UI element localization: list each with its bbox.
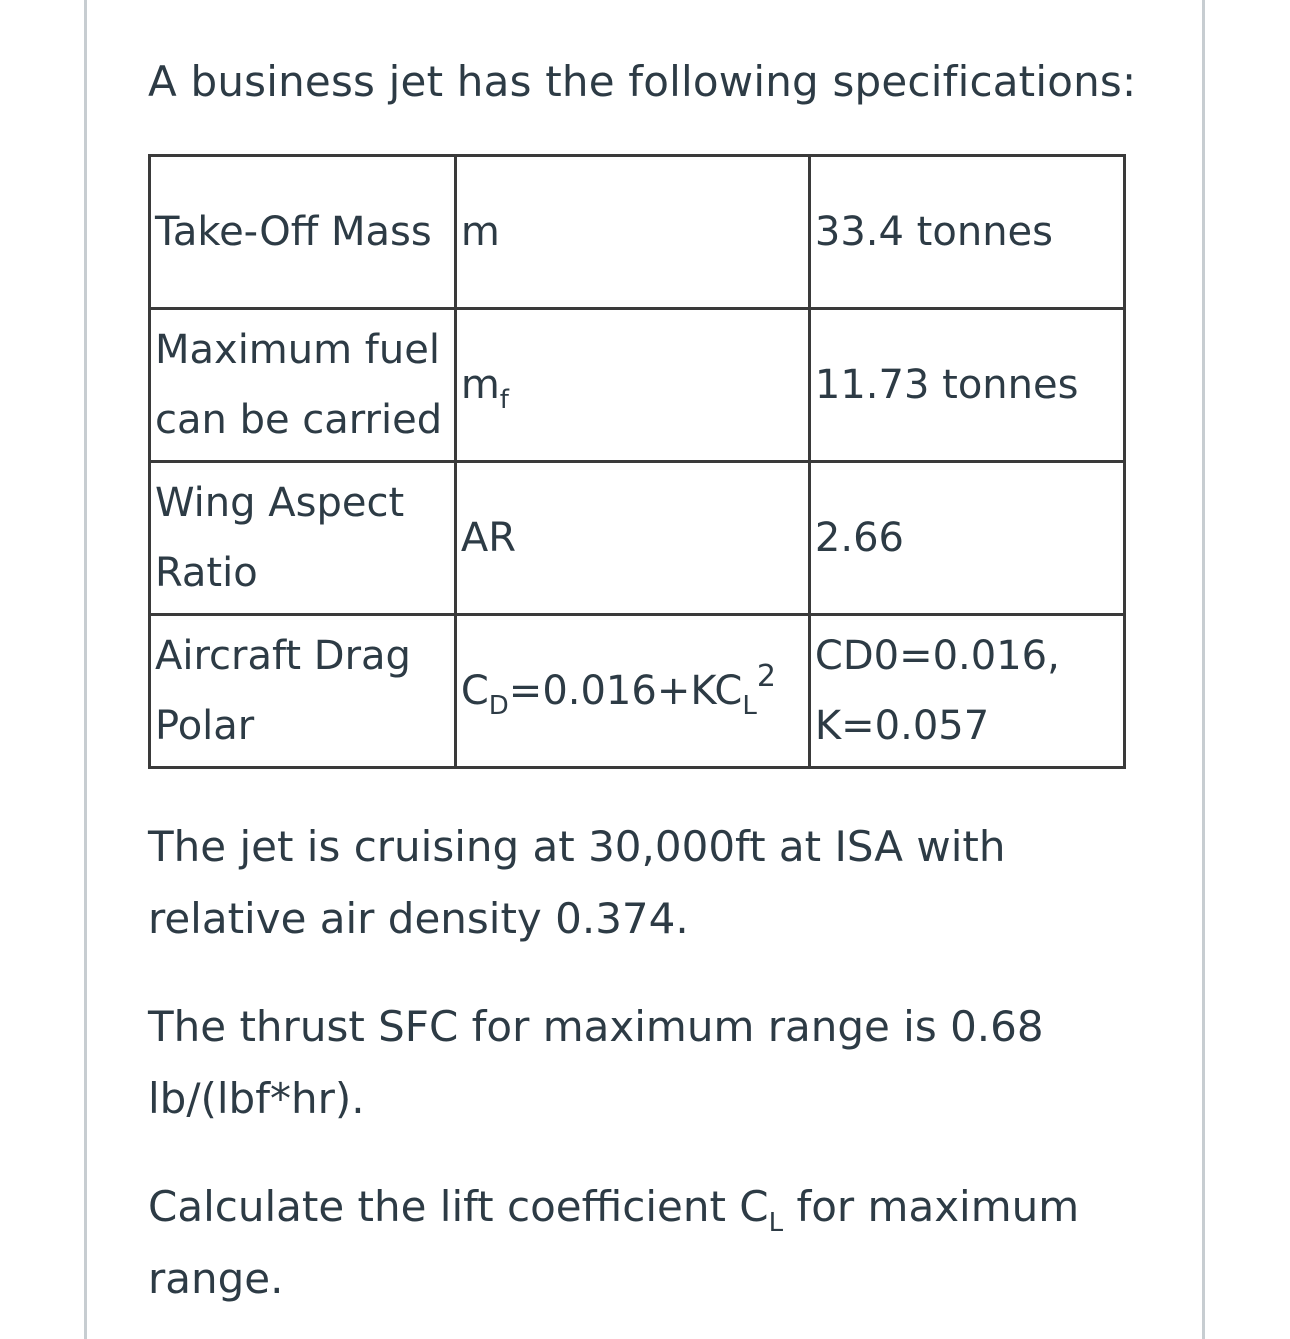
spec-symbol-cell: m	[455, 156, 809, 309]
spec-name-cell: Aircraft Drag Polar	[150, 615, 456, 768]
formula-sub-d: D	[488, 691, 509, 721]
question-content	[148, 46, 1148, 1315]
question-prompt	[148, 1171, 1108, 1315]
spec-name-cell: Maximum fuel can be carried	[150, 309, 456, 462]
prompt-after: for maximum range.	[148, 1182, 1080, 1303]
table-row	[150, 156, 1125, 309]
formula-sub-l: L	[742, 691, 757, 721]
drag-polar-formula-cell	[455, 615, 809, 768]
spec-symbol-cell	[455, 309, 809, 462]
spec-value-cell: 33.4 tonnes	[809, 156, 1124, 309]
formula-exponent: 2	[756, 659, 776, 694]
sfc-text: The thrust SFC for maximum range is 0.68 lb/(lbf*hr).	[148, 1002, 1044, 1123]
spec-name-cell: Take-Off Mass	[150, 156, 456, 309]
formula-middle: =0.016+KC	[508, 668, 743, 714]
symbol-base: m	[460, 362, 500, 408]
specifications-table	[148, 154, 1126, 769]
prompt-subscript: L	[768, 1208, 784, 1238]
table-row	[150, 462, 1125, 615]
spec-name-cell: Wing Aspect Ratio	[150, 462, 456, 615]
formula-c: C	[460, 668, 489, 714]
spec-symbol-cell: AR	[455, 462, 809, 615]
prompt-before: Calculate the lift coefficient C	[148, 1182, 769, 1231]
symbol-subscript: f	[499, 385, 509, 415]
left-frame-border	[84, 0, 87, 1339]
intro-text: A business jet has the following specifications:	[148, 57, 1137, 106]
spec-value-cell: 2.66	[809, 462, 1124, 615]
spec-value-cell: 11.73 tonnes	[809, 309, 1124, 462]
right-frame-border	[1202, 0, 1205, 1339]
cruise-condition-text: The jet is cruising at 30,000ft at ISA with relative air density 0.374.	[148, 822, 1006, 943]
spec-value-cell: CD0=0.016, K=0.057	[809, 615, 1124, 768]
table-row	[150, 309, 1125, 462]
table-row	[150, 615, 1125, 768]
